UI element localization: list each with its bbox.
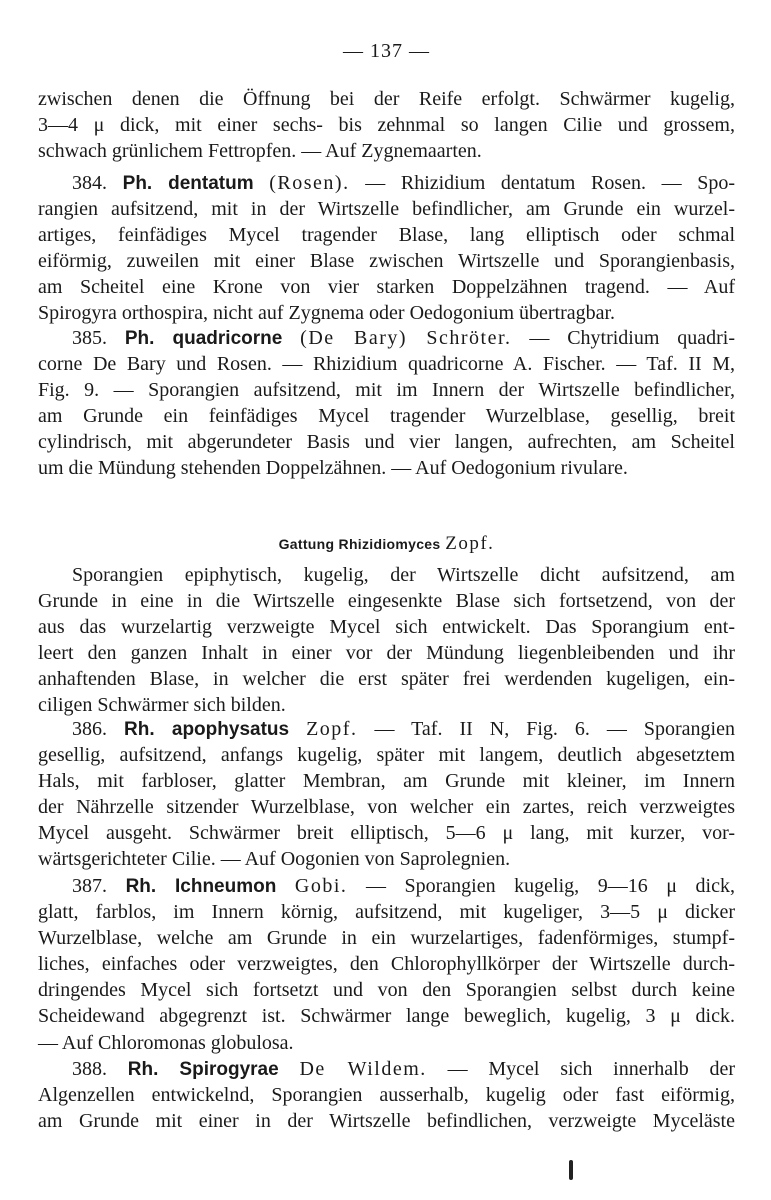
text-line: Scheidewand abgegrenzt ist. Schwärmer lange beweglich, kugelig, 3 μ dick. bbox=[38, 1005, 735, 1028]
species-number: 384. bbox=[72, 172, 107, 194]
species-name: Rh. apophysatus bbox=[124, 719, 290, 740]
text-line: am Grunde ein feinfädiges Mycel tragender Wurzelblase, gesellig, breit bbox=[38, 405, 735, 428]
species-heading-line bbox=[38, 170, 735, 196]
text-line: Hals, mit farbloser, glatter Membran, am Grunde mit kleiner, im Innern bbox=[38, 770, 735, 793]
species-name: Ph. quadricorne bbox=[124, 328, 283, 349]
species-author: (Rosen). bbox=[269, 172, 350, 194]
species-heading-line bbox=[38, 873, 735, 899]
text-line: rangien aufsitzend, mit in der Wirtszelle befindlicher, am Grunde ein wurzel- bbox=[38, 198, 735, 221]
text-line: — Auf Chloromonas globulosa. bbox=[38, 1031, 294, 1054]
genus-heading bbox=[38, 533, 735, 555]
text-line: gesellig, aufsitzend, anfangs kugelig, später mit langem, deutlich abgesetztem bbox=[38, 744, 735, 767]
text-line: dringendes Mycel sich fortsetzt und von den Sporangien selbst durch keine bbox=[38, 979, 735, 1002]
text-line: um die Mündung stehenden Doppelzähnen. — Auf Oedogonium rivulare. bbox=[38, 457, 628, 480]
species-number: 388. bbox=[72, 1058, 107, 1080]
text-line: am Grunde mit einer in der Wirtszelle befindlichen, verzweigte Myceläste bbox=[38, 1110, 735, 1133]
text-line: Mycel ausgeht. Schwärmer breit elliptisch, 5—6 μ lang, mit kurzer, vor- bbox=[38, 822, 735, 845]
species-text: — Sporangien kugelig, 9—16 μ dick, bbox=[365, 875, 735, 897]
genus-title: Gattung Rhizidiomyces bbox=[278, 536, 441, 552]
text-line: Sporangien epiphytisch, kugelig, der Wirtszelle dicht aufsitzend, am bbox=[72, 564, 735, 586]
species-heading-line bbox=[38, 1056, 735, 1082]
text-line: liches, einfaches oder verzweigtes, den Chlorophyllkörper der Wirtszelle durch- bbox=[38, 953, 735, 976]
text-line: cylindrisch, mit abgerundeter Basis und vier langen, aufrechten, am Scheitel bbox=[38, 431, 735, 454]
species-number: 386. bbox=[72, 718, 107, 740]
species-entry-386 bbox=[38, 716, 735, 873]
species-heading-line bbox=[38, 325, 735, 351]
species-name: Ph. dentatum bbox=[122, 173, 254, 194]
genus-author: Zopf. bbox=[445, 533, 495, 554]
text-line: der Nährzelle sitzender Wurzelblase, von welcher ein zartes, reich verzweigtes bbox=[38, 796, 735, 819]
species-entry-384 bbox=[38, 170, 735, 327]
species-name: Rh. Ichneumon bbox=[125, 876, 277, 897]
text-line: ciligen Schwärmer sich bilden. bbox=[38, 694, 286, 717]
text-line: Wurzelblase, welche am Grunde in ein wurzelartiges, fadenförmiges, stumpf- bbox=[38, 927, 735, 950]
text-line: wärtsgerichteter Cilie. — Auf Oogonien von Saprolegnien. bbox=[38, 848, 511, 871]
text-line: Grunde in eine in die Wirtszelle eingesenkte Blase sich fortsetzend, von der bbox=[38, 590, 735, 613]
text-line: anhaftenden Blase, in welcher die erst später frei werdenden kugeligen, ein- bbox=[38, 668, 735, 691]
species-author: De Wildem. bbox=[299, 1058, 427, 1080]
text-line: zwischen denen die Öffnung bei der Reife erfolgt. Schwärmer kugelig, bbox=[38, 88, 735, 110]
page-number: — 137 — bbox=[343, 40, 430, 62]
ink-mark bbox=[569, 1160, 573, 1180]
text-line: glatt, farblos, im Innern körnig, aufsitzend, mit kugeliger, 3—5 μ dicker bbox=[38, 901, 735, 924]
species-heading-line bbox=[38, 716, 735, 742]
text-line: artiges, feinfädiges Mycel tragender Blase, lang elliptisch oder schmal bbox=[38, 224, 735, 247]
text-line: Algenzellen entwickelnd, Sporangien ausserhalb, kugelig oder fast eiförmig, bbox=[38, 1084, 735, 1107]
text-line: 3—4 μ dick, mit einer sechs- bis zehnmal so langen Cilie und grossem, bbox=[38, 114, 735, 137]
text-line: schwach grünlichem Fettropfen. — Auf Zygnemaarten. bbox=[38, 140, 482, 163]
text-line: leert den ganzen Inhalt in einer vor der Mündung liegenbleibenden und ihr bbox=[38, 642, 735, 665]
species-author: Gobi. bbox=[294, 875, 348, 897]
paragraph-continuation bbox=[38, 86, 735, 164]
species-text: — Mycel sich innerhalb der bbox=[447, 1058, 736, 1080]
species-entry-388 bbox=[38, 1056, 735, 1134]
text-line: Spirogyra orthospira, nicht auf Zygnema oder Oedogonium übertragbar. bbox=[38, 302, 616, 325]
text-line: aus das wurzelartig verzweigte Mycel sich entwickelt. Das Sporangium ent- bbox=[38, 616, 735, 639]
text-line: corne De Bary und Rosen. — Rhizidium quadricorne A. Fischer. — Taf. II M, bbox=[38, 353, 735, 376]
species-number: 387. bbox=[72, 875, 107, 897]
text-line: am Scheitel eine Krone von vier starken Doppelzähnen tragend. — Auf bbox=[38, 276, 735, 299]
species-name: Rh. Spirogyrae bbox=[127, 1059, 279, 1080]
species-author: Zopf. bbox=[306, 718, 358, 740]
species-text: — Chytridium quadri- bbox=[529, 327, 736, 349]
text-line: Fig. 9. — Sporangien aufsitzend, mit im Innern der Wirtszelle befindlicher, bbox=[38, 379, 735, 402]
species-text: — Rhizidium dentatum Rosen. — Spo- bbox=[365, 172, 736, 194]
species-number: 385. bbox=[72, 327, 107, 349]
species-text: — Taf. II N, Fig. 6. — Sporangien bbox=[374, 718, 735, 740]
species-entry-385 bbox=[38, 325, 735, 482]
species-entry-387 bbox=[38, 873, 735, 1056]
text-line: eiförmig, zuweilen mit einer Blase zwischen Wirtszelle und Sporangienbasis, bbox=[38, 250, 735, 273]
species-author: (De Bary) Schröter. bbox=[300, 327, 512, 349]
genus-description bbox=[38, 562, 735, 719]
